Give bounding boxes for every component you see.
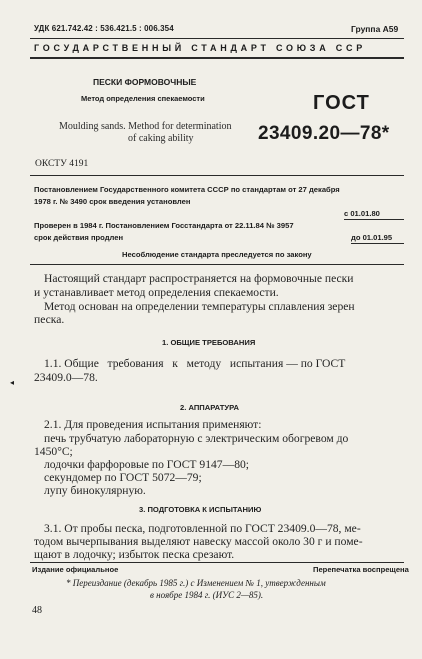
section2-line3: 1450°С; <box>34 445 73 458</box>
intro-paragraph2-line2: песка. <box>34 313 65 326</box>
section1-heading: 1. ОБЩИЕ ТРЕБОВАНИЯ <box>162 338 256 347</box>
section2-heading: 2. АППАРАТУРА <box>180 403 239 412</box>
group-code: Группа А59 <box>351 24 399 34</box>
validity-date-underline <box>351 243 404 244</box>
section3-line2: тодом вычерпывания выделяют навеску массой около 30 г и поме- <box>34 535 363 548</box>
footer-rule <box>30 562 404 563</box>
section1-line1: 1.1. Общие требования к методу испытания — по ГОСТ <box>44 357 346 370</box>
okstu-code: ОКСТУ 4191 <box>35 159 89 169</box>
decree-line2: 1978 г. № 3490 срок введения установлен <box>34 197 191 206</box>
intro-paragraph1-line2: и устанавливает метод определения спекаемости. <box>34 286 279 299</box>
notice-rule <box>30 264 404 265</box>
page-number: 48 <box>32 605 42 616</box>
margin-mark: ◂ <box>10 378 15 387</box>
section3-line3: щают в лодочку; избыток песка срезают. <box>34 548 235 561</box>
section2-line2: печь трубчатую лабораторную с электрическим обогревом до <box>44 432 349 445</box>
english-title-line1: Moulding sands. Method for determination <box>59 121 232 132</box>
decree-line1: Постановлением Государственного комитета СССР по стандартам от 27 декабря <box>34 185 340 194</box>
check-line2: срок действия продлен <box>34 233 124 242</box>
check-line1: Проверен в 1984 г. Постановлением Госстандарта от 22.11.84 № 3957 <box>34 221 294 230</box>
footnote-line1: * Переиздание (декабрь 1985 г.) с Изменением № 1, утвержденным <box>66 578 326 588</box>
footnote-line2: в ноябре 1984 г. (ИУС 2—85). <box>150 590 264 600</box>
legal-notice: Несоблюдение стандарта преследуется по закону <box>122 250 312 259</box>
validity-date: до 01.01.95 <box>351 233 393 242</box>
document-subtitle: Метод определения спекаемости <box>81 94 205 103</box>
section2-line6: лупу бинокулярную. <box>44 484 146 497</box>
section1-line2: 23409.0—78. <box>34 371 98 384</box>
standard-title: ГОСУДАРСТВЕННЫЙ СТАНДАРТ СОЮЗА ССР <box>34 43 366 53</box>
section3-heading: 3. ПОДГОТОВКА К ИСПЫТАНИЮ <box>139 505 262 514</box>
section2-line5: секундомер по ГОСТ 5072—79; <box>44 471 202 484</box>
section2-line4: лодочки фарфоровые по ГОСТ 9147—80; <box>44 458 250 471</box>
header-bottom-rule <box>30 57 404 59</box>
gost-number: 23409.20—78* <box>258 123 390 144</box>
udc-code: УДК 621.742.42 : 536.421.5 : 006.354 <box>34 24 174 33</box>
gost-label: ГОСТ <box>313 92 370 114</box>
intro-paragraph2-line1: Метод основан на определении температуры сплавления зерен <box>44 300 355 313</box>
english-title-line2: of caking ability <box>128 133 194 144</box>
reprint-ban: Перепечатка воспрещена <box>313 565 409 574</box>
intro-paragraph1-line1: Настоящий стандарт распространяется на формовочные пески <box>44 272 354 285</box>
section3-line1: 3.1. От пробы песка, подготовленной по ГОСТ 23409.0—78, ме- <box>44 522 361 535</box>
okstu-rule <box>30 175 404 176</box>
official-edition: Издание официальное <box>32 565 119 574</box>
introduction-date: с 01.01.80 <box>344 209 380 218</box>
header-top-rule <box>30 38 404 39</box>
introduction-date-underline <box>344 219 404 220</box>
section2-line1: 2.1. Для проведения испытания применяют: <box>44 418 262 431</box>
document-title: ПЕСКИ ФОРМОВОЧНЫЕ <box>93 77 197 87</box>
